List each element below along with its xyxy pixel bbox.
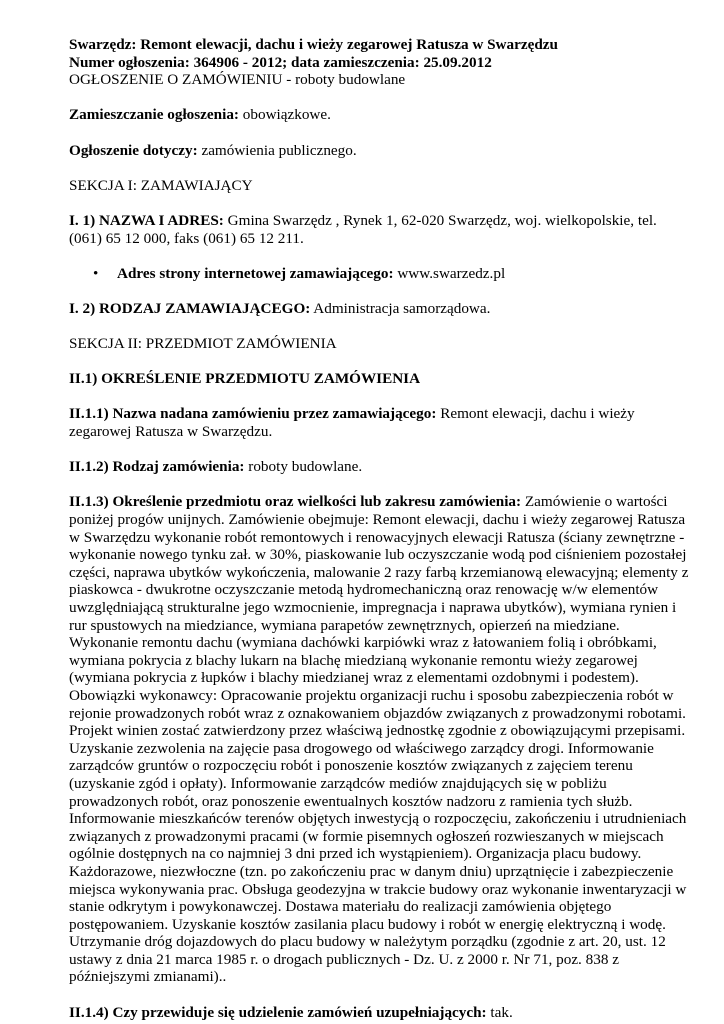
contracting-type-row bbox=[69, 300, 689, 318]
subject-heading: II.1) OKREŚLENIE PRZEDMIOTU ZAMÓWIENIA bbox=[69, 370, 421, 388]
supplementary-orders-row bbox=[69, 1004, 689, 1022]
website-list bbox=[69, 265, 689, 283]
section-2-title: SEKCJA II: PRZEDMIOT ZAMÓWIENIA bbox=[69, 335, 337, 353]
website-link[interactable]: www.swarzedz.pl bbox=[397, 264, 506, 282]
announcement-header bbox=[69, 36, 689, 89]
supplementary-orders-value: tak. bbox=[490, 1003, 513, 1021]
order-description-label: II.1.3) Określenie przedmiotu oraz wielkości lub zakresu zamówienia: bbox=[69, 493, 522, 511]
announcement-title: Swarzędz: Remont elewacji, dachu i wieży zegarowej Ratusza w Swarzędzu bbox=[69, 36, 558, 53]
name-address-value: Gmina Swarzędz , Rynek 1, 62-020 Swarzędz, woj. wielkopolskie, tel. (061) 65 12 000, faks (061) 65 12 211. bbox=[69, 211, 657, 247]
section-2-subtitle bbox=[69, 370, 689, 388]
announcement-type: OGŁOSZENIE O ZAMÓWIENIU - roboty budowlane bbox=[69, 71, 406, 89]
name-address-label: I. 1) NAZWA I ADRES: bbox=[69, 211, 224, 229]
order-kind-value: roboty budowlane. bbox=[248, 458, 363, 476]
announcement-document bbox=[69, 36, 689, 1021]
supplementary-orders-label: II.1.4) Czy przewiduje się udzielenie zamówień uzupełniających: bbox=[69, 1003, 487, 1021]
placement-value: obowiązkowe. bbox=[242, 106, 331, 124]
placement-label: Zamieszczanie ogłoszenia: bbox=[69, 106, 239, 124]
concerns-row bbox=[69, 142, 689, 160]
bullet-icon: • bbox=[93, 264, 99, 282]
order-description-row bbox=[69, 493, 689, 986]
website-item bbox=[93, 264, 689, 283]
concerns-value: zamówienia publicznego. bbox=[201, 141, 357, 159]
section-1-title: SEKCJA I: ZAMAWIAJĄCY bbox=[69, 176, 253, 194]
announcement-number-date: Numer ogłoszenia: 364906 - 2012; data zamieszczenia: 25.09.2012 bbox=[69, 53, 492, 71]
order-name-label: II.1.1) Nazwa nadana zamówieniu przez zamawiającego: bbox=[69, 405, 437, 423]
order-description-value: Zamówienie o wartości poniżej progów unijnych. Zamówienie obejmuje: Remont elewacji, dachu i wieży zegarowej Ratusza w Swarzędzu wykonanie robót remontowych i renowacyjnych elewacji Ratusza (ściany zewnętrzne - wykonanie nowego tynku zał. w 30%, piaskowanie lub oczyszczanie wodą pod ciśnieniem pozostałej części, naprawa ubytków wykończenia, malowanie 2 razy farbą krzemianową elewacyjną; elementy z piaskowca - dwukrotne oczyszczanie metodą hydromechaniczną oraz renowację w/w elementów uwzględniającą strukturalne jego wzmocnienie, impregnacja i naprawa ubytków), wymiana rynien i rur spustowych na miedziance, wymiana parapetów zewnętrznych, opierzeń na miedziane. Wykonanie remontu dachu (wymiana dachówki karpiówki wraz z łatowaniem folią i obróbkami, wymiana pokrycia z blachy lukarn na blachę miedzianą wykonanie remontu wieży zegarowej (wymiana pokrycia z łupków i blachy miedzianej wraz z elementami ozdobnymi i podestem). Obowiązki wykonawcy: Opracowanie projektu organizacji ruchu i sposobu zabezpieczenia robót w rejonie prowadzonych robót wraz z oznakowaniem objazdów związanych z prowadzonymi robotami. Projekt winien zostać zatwierdzony przez właściwą jednostkę zgodnie z obowiązującymi przepisami. Uzyskanie zezwolenia na zajęcie pasa drogowego od właściwego zarządcy drogi. Informowanie zarządców gruntów o rozpoczęciu robót i ponoszenie kosztów związanych z zajęciem terenu (uzyskanie zgód i opłaty). Informowanie zarządców mediów znajdujących się w pobliżu prowadzonych robót, oraz ponoszenie ewentualnych kosztów nadzoru z ramienia tych służb. Informowanie mieszkańców terenów objętych inwestycją o rozpoczęciu, zakończeniu i utrudnieniach związanych z prowadzonymi pracami (w formie pisemnych ogłoszeń rozwieszanych w miejscach ogólnie dostępnych na co najmniej 3 dni przed ich wystąpieniem). Organizacja placu budowy. Każdorazowe, niezwłoczne (tzn. po zakończeniu prac w danym dniu) uprzątnięcie i zabezpieczenie miejsca wykonywania prac. Obsługa geodezyjna w trakcie budowy oraz wykonanie inwentaryzacji w stanie odkrytym i powykonawczej. Dostawa materiału do realizacji zamówienia objętego postępowaniem. Uzyskanie kosztów zasilania placu budowy i robót w energię elektryczną i wodę. Utrzymanie dróg dojazdowych do placu budowy w należytym porządku (zgodnie z art. 20, ust. 12 ustawy z dnia 21 marca 1985 r. o drogach publicznych - Dz. U. z 2000 r. Nr 71, poz. 838 z późniejszymi zmianami).. bbox=[69, 493, 689, 986]
contracting-type-label: I. 2) RODZAJ ZAMAWIAJĄCEGO: bbox=[69, 299, 311, 317]
contracting-type-value: Administracja samorządowa. bbox=[313, 299, 491, 317]
order-name-row bbox=[69, 405, 689, 440]
name-address-row bbox=[69, 212, 689, 247]
placement-row bbox=[69, 106, 689, 124]
order-kind-label: II.1.2) Rodzaj zamówienia: bbox=[69, 458, 245, 476]
order-name-value: Remont elewacji, dachu i wieży zegarowej Ratusza w Swarzędzu. bbox=[69, 405, 635, 441]
order-kind-row bbox=[69, 458, 689, 476]
concerns-label: Ogłoszenie dotyczy: bbox=[69, 141, 198, 159]
website-label: Adres strony internetowej zamawiającego: bbox=[117, 264, 394, 282]
